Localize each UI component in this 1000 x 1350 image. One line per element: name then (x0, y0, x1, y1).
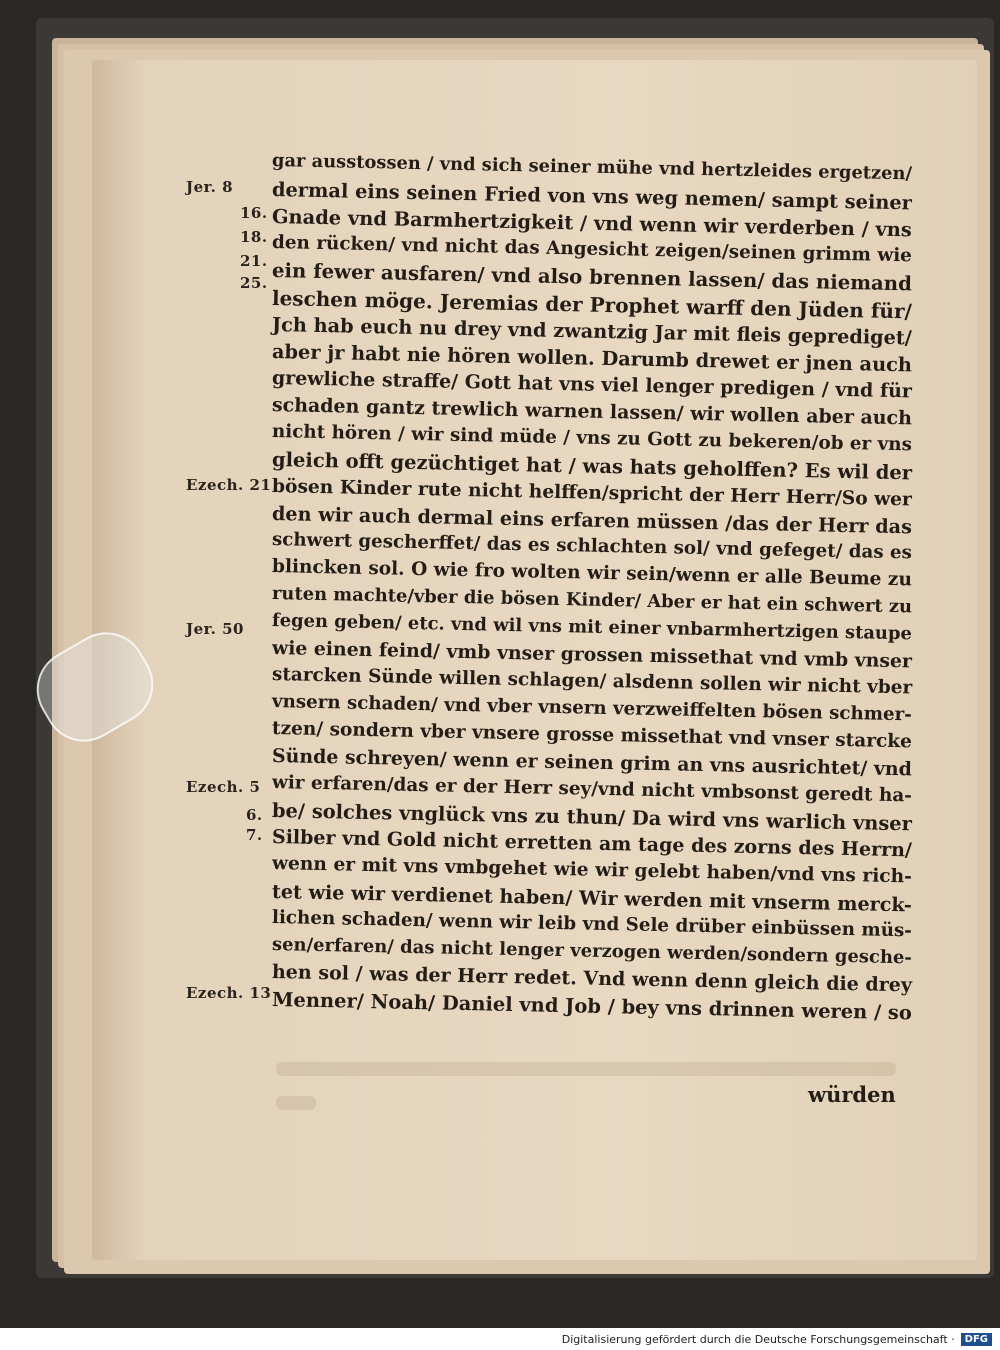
text-line: be/ solches vnglück vns zu thun/ Da wird vns warlich vnser (271, 799, 913, 836)
text-line: schaden gantz trewlich warnen lassen/ wir wollen aber auch (271, 394, 913, 430)
margin-note: 16. (240, 204, 268, 222)
bleed-through (276, 1096, 316, 1110)
margin-note: Jer. 50 (186, 620, 244, 638)
footer-bar (0, 1328, 1000, 1350)
text-line: gar ausstossen / vnd sich seiner mühe vnd hertzleides ergetzen/ (271, 150, 913, 185)
text-line: gleich offt gezüchtiget hat / was hats geholffen? Es wil der (271, 448, 913, 485)
text-line: grewliche straffe/ Gott hat vns viel lenger predigen / vnd für (271, 367, 913, 403)
dfg-logo: DFG (961, 1333, 992, 1346)
text-line: starcken Sünde willen schlagen/ alsdenn sollen wir nicht vber (271, 664, 913, 699)
text-line: ruten machte/vber die bösen Kinder/ Aber er hat ein schwert zu (271, 583, 913, 618)
text-line: fegen geben/ etc. vnd wil vns mit einer vnbarmhertzigen staupe (271, 610, 913, 645)
margin-note: Jer. 8 (186, 178, 234, 196)
text-line: dermal eins seinen Fried von vns weg nemen/ sampt seiner (271, 178, 913, 215)
text-line: wenn er mit vns vmbgehet wie wir gelebt haben/vnd vns rich- (271, 853, 913, 888)
text-line: tzen/ sondern vber vnsere grosse missethat vnd vnser starcke (271, 718, 913, 753)
text-line: Menner/ Noah/ Daniel vnd Job / bey vns drinnen weren / so (271, 988, 913, 1025)
text-line: sen/erfaren/ das nicht lenger verzogen werden/sondern gesche- (271, 934, 913, 969)
text-line: ein fewer ausfaren/ vnd also brennen lassen/ das niemand (271, 259, 913, 296)
bleed-through (276, 1062, 896, 1076)
margin-note: Ezech. 5 (186, 778, 261, 796)
text-line: wie einen feind/ vmb vnser grossen missethat vnd vmb vnser (271, 637, 913, 673)
text-line: tet wie wir verdienet haben/ Wir werden mit vnserm merck- (271, 880, 913, 917)
text-line: Sünde schreyen/ wenn er seinen grim an vns ausrichtet/ vnd (271, 745, 913, 781)
margin-note: Ezech. 13 (186, 984, 272, 1002)
margin-note: 6. (246, 806, 263, 824)
catchword: würden (808, 1082, 896, 1107)
margin-note: 21. (240, 252, 268, 270)
text-line: blincken sol. O wie fro wolten wir sein/wenn er alle Beume zu (271, 556, 913, 591)
margin-note: 25. (240, 274, 268, 292)
text-line: vnsern schaden/ vnd vber vnsern verzweiffelten bösen schmer- (271, 691, 913, 726)
text-line: Jch hab euch nu drey vnd zwantzig Jar mit fleis geprediget/ (271, 313, 913, 350)
text-line: leschen möge. Jeremias der Prophet warff den Jüden für/ (271, 286, 913, 324)
footer-credit: Digitalisierung gefördert durch die Deutsche Forschungsgemeinschaft · (561, 1332, 955, 1346)
margin-note: Ezech. 21 (186, 476, 272, 494)
text-line: aber jr habt nie hören wollen. Darumb drewet er jnen auch (271, 340, 913, 377)
text-line: Gnade vnd Barmhertzigkeit / vnd wenn wir verderben / vns (271, 205, 913, 242)
text-line: nicht hören / wir sind müde / vns zu Gott zu bekeren/ob er vns (271, 421, 913, 456)
text-line: den rücken/ vnd nicht das Angesicht zeigen/seinen grimm wie (271, 232, 913, 267)
text-line: schwert gescherffet/ das es schlachten sol/ vnd gefeget/ das es (271, 529, 913, 564)
text-line: bösen Kinder rute nicht helffen/spricht der Herr Herr/So wer (271, 475, 913, 511)
text-line: hen sol / was der Herr redet. Vnd wenn denn gleich die drey (271, 961, 913, 997)
text-line: den wir auch dermal eins erfaren müssen /das der Herr das (271, 502, 913, 539)
margin-note: 18. (240, 228, 268, 246)
text-line: lichen schaden/ wenn wir leib vnd Sele drüber einbüssen müs- (271, 907, 913, 942)
margin-note: 7. (246, 826, 263, 844)
text-line: Silber vnd Gold nicht erretten am tage des zorns des Herrn/ (271, 826, 913, 862)
text-line: wir erfaren/das er der Herr sey/vnd nicht vmbsonst geredt ha- (271, 772, 913, 807)
